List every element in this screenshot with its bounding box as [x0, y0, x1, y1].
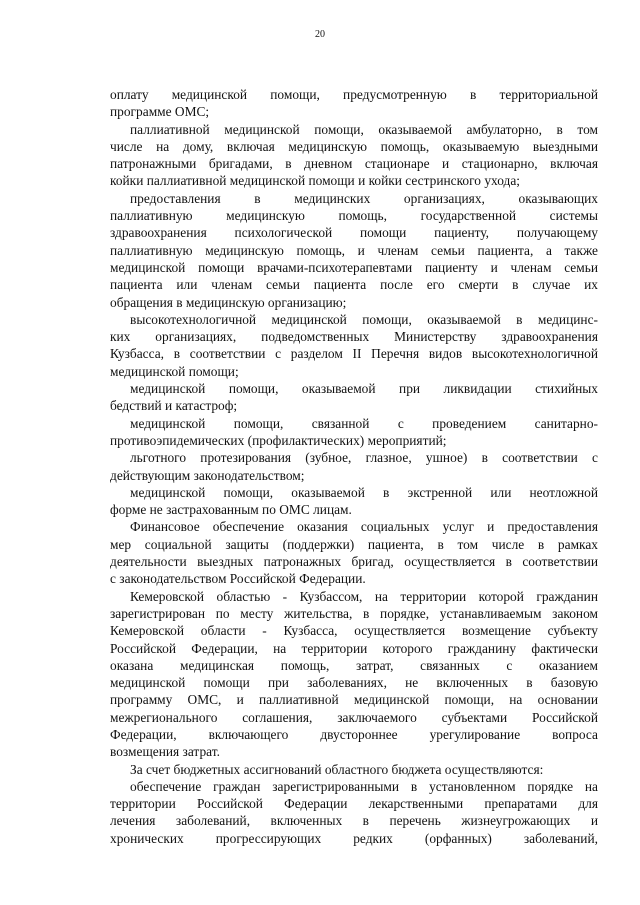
text-line: оплату медицинской помощи, предусмотренную в территориальной	[110, 87, 598, 102]
text-line: действующим законодательством;	[110, 467, 305, 483]
text-line: оказана медицинская помощь, затрат, связанных с оказанием	[110, 657, 598, 673]
text-line: возмещения затрат.	[110, 744, 220, 760]
text-line: Финансовое обеспечение оказания социальных услуг и предоставления	[130, 519, 598, 535]
text-line: предоставления в медицинских организациях, оказывающих	[130, 190, 598, 206]
text-line: медицинской помощи, оказываемой в экстренной или неотложной	[130, 484, 598, 500]
text-line: обращения в медицинскую организацию;	[110, 294, 347, 310]
text-line: Федерации, включающего двустороннее урегулирование вопроса	[110, 726, 598, 742]
text-line: мер социальной защиты (поддержки) пациента, в том числе в рамках	[110, 536, 598, 552]
text-line: здравоохранения психологической помощи пациенту, получающему	[110, 225, 598, 241]
text-line: паллиативной медицинской помощи, оказываемой амбулаторно, в том	[130, 121, 598, 137]
text-line: медицинской помощи;	[110, 363, 239, 379]
text-line: бедствий и катастроф;	[110, 398, 238, 414]
text-line: хронических прогрессирующих редких (орфанных) заболеваний,	[110, 830, 598, 846]
text-line: койки паллиативной медицинской помощи и койки сестринского ухода;	[110, 173, 520, 189]
text-line: медицинской помощи, оказываемой при ликвидации стихийных	[130, 381, 598, 397]
text-line: медицинской помощи врачами-психотерапевтами пациенту и членам семьи	[110, 259, 598, 275]
text-line: паллиативную медицинскую помощь, и членам семьи пациента, а также	[110, 242, 598, 258]
text-line: медицинской помощи, связанной с проведением санитарно-	[130, 415, 598, 431]
text-line: лечения заболеваний, включенных в перечень жизнеугрожающих и	[110, 813, 598, 829]
text-line: программе ОМС;	[110, 104, 210, 120]
body-text	[110, 86, 598, 847]
text-line: территории Российской Федерации лекарственными препаратами для	[110, 796, 598, 812]
text-line: ких организациях, подведомственных Министерству здравоохранения	[110, 329, 598, 345]
text-line: противоэпидемических (профилактических) мероприятий;	[110, 432, 447, 448]
text-line: Российской Федерации, на территории которого гражданину фактически	[110, 640, 598, 656]
text-line: деятельности выездных патронажных бригад, осуществляется в соответствии	[110, 554, 598, 570]
text-line: За счет бюджетных ассигнований областного бюджета осуществляются:	[130, 761, 544, 777]
text-line: патронажными бригадами, в дневном стационаре и стационарно, включая	[110, 156, 598, 172]
text-line: паллиативную медицинскую помощь, государственной системы	[110, 208, 598, 224]
text-line: Кузбасса, в соответствии с разделом II Перечня видов высокотехнологичной	[110, 346, 598, 362]
text-line: Кемеровской областью - Кузбассом, на территории которой гражданин	[130, 588, 598, 604]
text-line: зарегистрирован по месту жительства, в порядке, устанавливаемым законом	[110, 605, 598, 621]
text-line: Кемеровской области - Кузбасса, осуществляется возмещение субъекту	[110, 623, 598, 639]
text-line: медицинской помощи при заболеваниях, не включенных в базовую	[110, 675, 598, 691]
text-line: межрегионального соглашения, заключаемого субъектами Российской	[110, 709, 598, 725]
text-line: обеспечение граждан зарегистрированными в установленном порядке на	[130, 778, 598, 794]
text-line: с законодательством Российской Федерации.	[110, 571, 366, 587]
page-number: 20	[315, 29, 325, 40]
text-line: льготного протезирования (зубное, глазное, ушное) в соответствии с	[130, 450, 598, 466]
text-line: высокотехнологичной медицинской помощи, оказываемой в медицинс-	[130, 311, 598, 327]
text-line: числе на дому, включая медицинскую помощь, оказываемую выездными	[110, 138, 598, 154]
text-line: пациента или членам семьи пациента после его смерти в случае их	[110, 277, 598, 293]
text-line: программу ОМС, и паллиативной медицинской помощи, на основании	[110, 692, 598, 708]
text-line: форме не застрахованным по ОМС лицам.	[110, 502, 352, 518]
